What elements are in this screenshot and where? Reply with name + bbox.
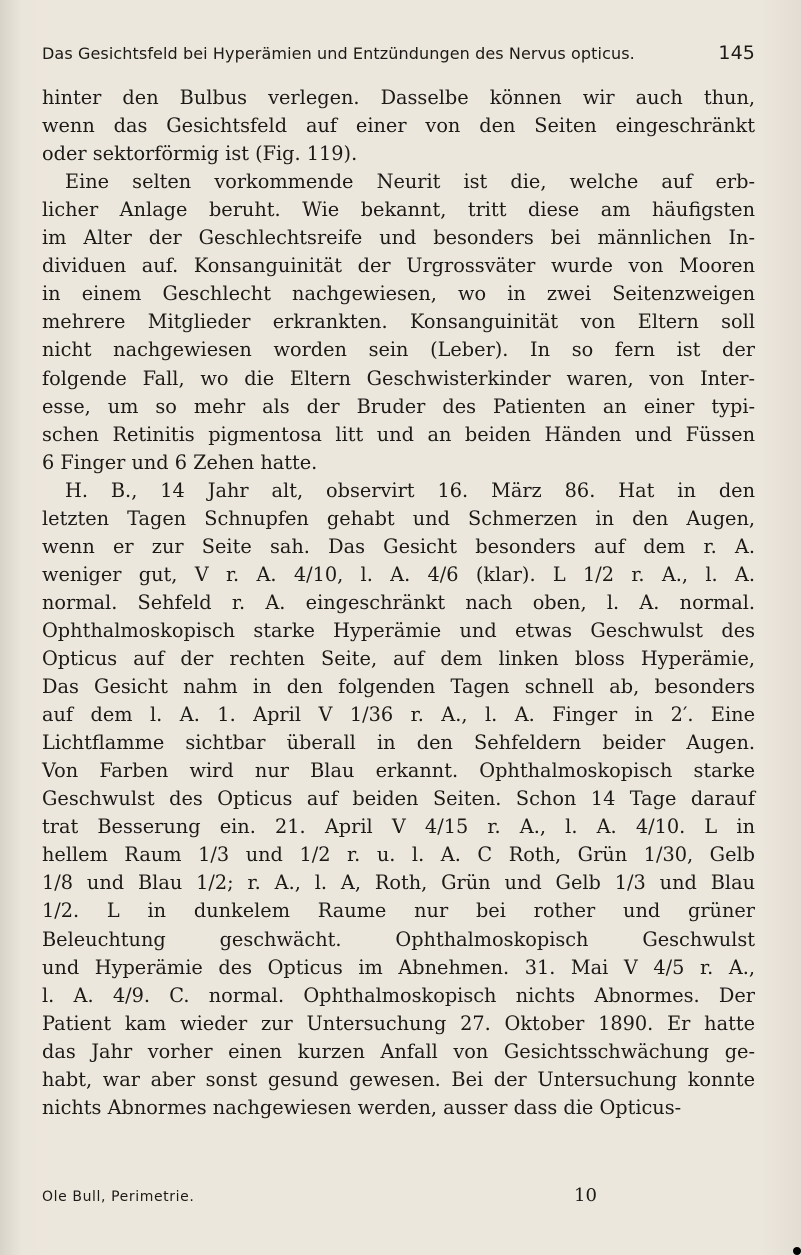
text-line: Ophthalmoskopisch starke Hyperämie und etwas Geschwulst des <box>42 618 755 642</box>
signature-mark: 10 <box>574 1185 597 1206</box>
text-line: hellem Raum 1/3 und 1/2 r. u. l. A. C Roth, Grün 1/30, Gelb <box>42 843 755 867</box>
text-line: hinter den Bulbus verlegen. Dasselbe können wir auch thun, <box>42 86 755 109</box>
text-line: licher Anlage beruht. Wie bekannt, tritt diese am häufigsten <box>42 198 755 222</box>
running-title: Das Gesichtsfeld bei Hyperämien und Entzündungen des Nervus opticus. <box>42 44 635 63</box>
text-line: oder sektorförmig ist (Fig. 119). <box>42 142 358 166</box>
text-line: wenn das Gesichtsfeld auf einer von den Seiten eingeschränkt <box>42 114 755 138</box>
text-line: 1/2. L in dunkelem Raume nur bei rother und grüner <box>42 899 755 923</box>
text-line: Beleuchtung geschwächt. Ophthalmoskopisch Geschwulst <box>42 927 755 951</box>
text-line: Opticus auf der rechten Seite, auf dem linken bloss Hyperämie, <box>42 647 755 670</box>
text-line: folgende Fall, wo die Eltern Geschwisterkinder waren, von Inter- <box>42 366 755 390</box>
text-line: im Alter der Geschlechtsreife und besonders bei männlichen In- <box>42 226 755 250</box>
text-line: in einem Geschlecht nachgewiesen, wo in zwei Seitenzweigen <box>42 282 755 306</box>
text-line: mehrere Mitglieder erkrankten. Konsanguinität von Eltern soll <box>42 310 755 334</box>
text-line: und Hyperämie des Opticus im Abnehmen. 31. Mai V 4/5 r. A., <box>42 955 755 979</box>
text-line: dividuen auf. Konsanguinität der Urgrossväter wurde von Mooren <box>42 254 755 278</box>
text-line: habt, war aber sonst gesund gewesen. Bei der Untersuchung konnte <box>42 1067 755 1091</box>
footer-reference: Ole Bull, Perimetrie. <box>42 1189 195 1205</box>
text-line: Patient kam wieder zur Untersuchung 27. Oktober 1890. Er hatte <box>42 1011 755 1035</box>
ink-dot <box>793 1247 801 1255</box>
text-line: letzten Tagen Schnupfen gehabt und Schmerzen in den Augen, <box>42 506 755 530</box>
text-line: auf dem l. A. 1. April V 1/36 r. A., l. A. Finger in 2′. Eine <box>42 703 755 727</box>
text-line: Von Farben wird nur Blau erkannt. Ophthalmoskopisch starke <box>42 759 755 783</box>
text-line: das Jahr vorher einen kurzen Anfall von Gesichtsschwächung ge- <box>42 1039 755 1063</box>
text-line: Lichtflamme sichtbar überall in den Sehfeldern beider Augen. <box>42 731 755 755</box>
text-line: H. B., 14 Jahr alt, observirt 16. März 86. Hat in den <box>65 478 755 502</box>
text-line: Eine selten vorkommende Neurit ist die, welche auf erb- <box>65 170 755 194</box>
text-line: nichts Abnormes nachgewiesen werden, ausser dass die Opticus- <box>42 1095 682 1119</box>
text-line: normal. Sehfeld r. A. eingeschränkt nach oben, l. A. normal. <box>42 590 755 614</box>
text-line: 1/8 und Blau 1/2; r. A., l. A, Roth, Grün und Gelb 1/3 und Blau <box>42 871 755 895</box>
text-line: 6 Finger und 6 Zehen hatte. <box>42 450 318 474</box>
text-line: nicht nachgewiesen worden sein (Leber). In so fern ist der <box>42 338 755 362</box>
page-number: 145 <box>718 42 755 64</box>
text-line: esse, um so mehr als der Bruder des Patienten an einer typi- <box>42 394 755 418</box>
text-line: Geschwulst des Opticus auf beiden Seiten. Schon 14 Tage darauf <box>42 787 755 811</box>
text-line: schen Retinitis pigmentosa litt und an beiden Händen und Füssen <box>42 422 755 446</box>
text-line: wenn er zur Seite sah. Das Gesicht besonders auf dem r. A. <box>42 534 755 558</box>
text-line: weniger gut, V r. A. 4/10, l. A. 4/6 (klar). L 1/2 r. A., l. A. <box>42 562 755 586</box>
text-line: trat Besserung ein. 21. April V 4/15 r. A., l. A. 4/10. L in <box>42 815 755 839</box>
text-line: Das Gesicht nahm in den folgenden Tagen schnell ab, besonders <box>42 675 755 699</box>
text-line: l. A. 4/9. C. normal. Ophthalmoskopisch nichts Abnormes. Der <box>42 983 755 1007</box>
